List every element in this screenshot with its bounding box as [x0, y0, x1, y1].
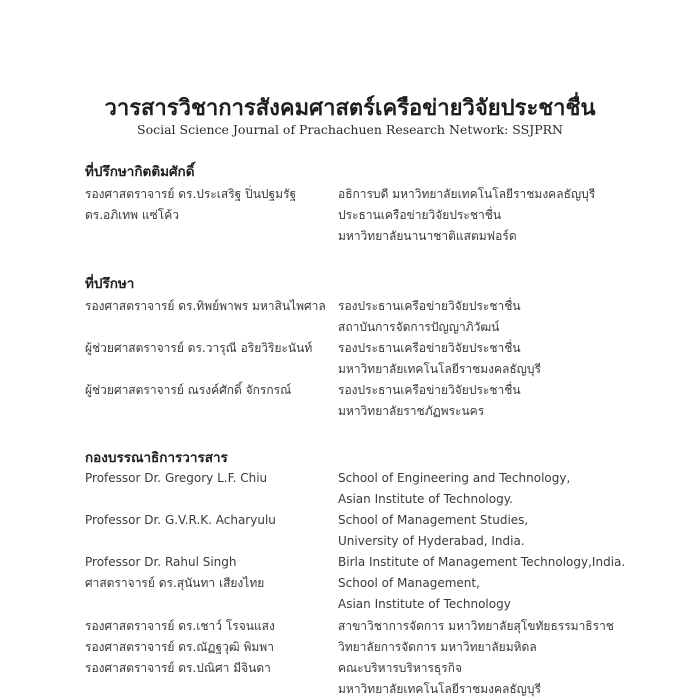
person-name: Professor Dr. Rahul Singh [85, 555, 237, 569]
affiliation [338, 184, 595, 205]
person-name: รองศาสตราจารย์ ดร.ทิพย์พาพร มหาสินไพศาล [85, 299, 326, 313]
person-name: Professor Dr. G.V.R.K. Acharyulu [85, 513, 276, 527]
affiliation-line: Asian Institute of Technology. [338, 492, 513, 506]
affiliation-line: คณะบริหารบริหารธุรกิจ [338, 661, 462, 675]
person-name: ดร.อภิเทพ แซ่โค้ว [85, 208, 179, 222]
person-name: Professor Dr. Gregory L.F. Chiu [85, 471, 268, 485]
affiliation [338, 637, 537, 658]
affiliation-line: มหาวิทยาลัยนานาชาติแสตมฟอร์ด [338, 229, 517, 243]
section-heading-advisors: ที่ปรึกษา [85, 276, 135, 292]
affiliation-line: School of Management, [338, 576, 480, 590]
affiliation [338, 296, 521, 338]
affiliation-line: รองประธานเครือข่ายวิจัยประชาชื่น [338, 299, 521, 313]
person-name: ผู้ช่วยศาสตราจารย์ ณรงค์ศักดิ์ จักรกรณ์ [85, 383, 292, 397]
affiliation [338, 510, 528, 552]
affiliation-line: สถาบันการจัดการปัญญาภิวัฒน์ [338, 320, 500, 334]
affiliation [338, 573, 511, 615]
affiliation-line: รองประธานเครือข่ายวิจัยประชาชื่น [338, 341, 521, 355]
section-heading-editorial-board: กองบรรณาธิการวารสาร [85, 450, 228, 466]
affiliation-line: มหาวิทยาลัยเทคโนโลยีราชมงคลธัญบุรี [338, 682, 541, 696]
affiliation-line: อธิการบดี มหาวิทยาลัยเทคโนโลยีราชมงคลธัญบุรี [338, 187, 596, 201]
affiliation-line: Birla Institute of Management Technology,India. [338, 555, 626, 569]
affiliation [338, 380, 521, 422]
affiliation-line: รองประธานเครือข่ายวิจัยประชาชื่น [338, 383, 521, 397]
journal-title-thai: วารสารวิชาการสังคมศาสตร์เครือข่ายวิจัยประชาชื่น [104, 96, 596, 121]
affiliation [338, 468, 570, 510]
person-name: รองศาสตราจารย์ ดร.ปณิศา มีจินดา [85, 661, 271, 675]
affiliation [338, 658, 541, 700]
affiliation-line: มหาวิทยาลัยเทคโนโลยีราชมงคลธัญบุรี [338, 362, 541, 376]
affiliation [338, 616, 614, 637]
person-name: รองศาสตราจารย์ ดร.ณัฏฐวุฒิ พิมพา [85, 640, 274, 654]
person-name: รองศาสตราจารย์ ดร.เชาว์ โรจนแสง [85, 619, 275, 633]
affiliation-line: วิทยาลัยการจัดการ มหาวิทยาลัยมหิดล [338, 640, 537, 654]
journal-title-english: Social Science Journal of Prachachuen Research Network: SSJPRN [137, 122, 563, 137]
affiliation [338, 205, 517, 247]
affiliation [338, 338, 541, 380]
affiliation-line: School of Engineering and Technology, [338, 471, 571, 485]
affiliation-line: มหาวิทยาลัยราชภัฏพระนคร [338, 404, 485, 418]
affiliation-line: ประธานเครือข่ายวิจัยประชาชื่น [338, 208, 502, 222]
affiliation-line: สาขาวิชาการจัดการ มหาวิทยาลัยสุโขทัยธรรมาธิราช [338, 619, 614, 633]
section-heading-honorary-advisors: ที่ปรึกษากิตติมศักดิ์ [85, 164, 195, 180]
person-name: ศาสตราจารย์ ดร.สุนันทา เสียงไทย [85, 576, 265, 590]
affiliation-line: School of Management Studies, [338, 513, 529, 527]
person-name: ผู้ช่วยศาสตราจารย์ ดร.วารุณี อริยวิริยะนันท์ [85, 341, 313, 355]
affiliation-line: Asian Institute of Technology [338, 597, 511, 611]
affiliation [338, 552, 625, 573]
person-name: รองศาสตราจารย์ ดร.ประเสริฐ ปิ่นปฐมรัฐ [85, 187, 297, 201]
affiliation-line: University of Hyderabad, India. [338, 534, 525, 548]
